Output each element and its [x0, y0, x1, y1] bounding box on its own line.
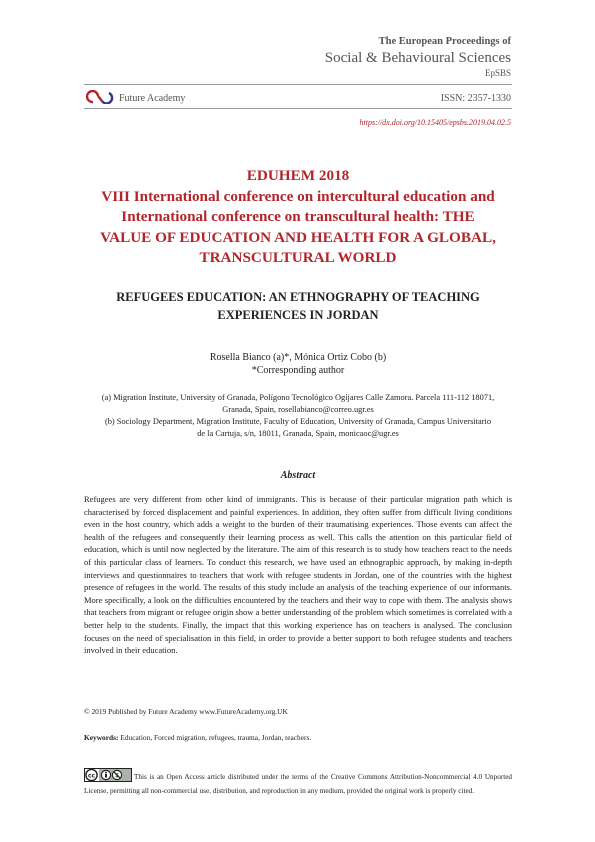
corresponding-author-note: *Corresponding author [251, 365, 345, 376]
license-notice [84, 768, 512, 796]
conference-line: VIII International conference on intercultural education and [101, 187, 495, 205]
affiliation-line: Granada, Spain, rosellabianco@correo.ugr.es [222, 405, 374, 414]
keywords-list: Education, Forced migration, refugees, trauma, Jordan, teachers. [120, 733, 312, 742]
header-rule-bottom [84, 108, 512, 109]
paper-title-line: REFUGEES EDUCATION: AN ETHNOGRAPHY OF TEACHING [116, 290, 480, 304]
authors-block [84, 351, 512, 377]
svg-text:$: $ [115, 773, 119, 780]
conference-line: VALUE OF EDUCATION AND HEALTH FOR A GLOBAL, [100, 228, 496, 246]
paper-title-line: EXPERIENCES IN JORDAN [217, 308, 379, 322]
keywords-label: Keywords: [84, 733, 119, 742]
author-list: Rosella Bianco (a)*, Mónica Ortiz Cobo (b) [209, 352, 387, 363]
abstract-heading: Abstract [280, 470, 316, 481]
future-academy-logo-icon [84, 90, 114, 107]
publisher-block [84, 90, 185, 107]
affiliations [84, 392, 512, 440]
header-rule-top [84, 84, 512, 85]
conference-line: International conference on transcultural health: THE [121, 208, 475, 225]
paper-title [84, 288, 512, 324]
journal-abbreviation: EpSBS [484, 68, 511, 78]
affiliation-line: (b) Sociology Department, Migration Institute, Faculty of Education, University of Granada, Campus Universitario [104, 417, 492, 426]
affiliation-line: de la Cartuja, s/n, 18011, Granada, Spain, monicaoc@ugr.es [197, 429, 399, 438]
conference-line: TRANSCULTURAL WORLD [199, 249, 397, 266]
conference-title [84, 166, 512, 269]
conference-line: EDUHEM 2018 [246, 167, 350, 184]
cc-by-nc-badge-icon [84, 768, 132, 786]
copyright-notice: © 2019 Published by Future Academy www.FutureAcademy.org.UK [84, 707, 288, 716]
doi-link[interactable]: https://dx.doi.org/10.15405/epsbs.2019.04.02.5 [359, 118, 511, 127]
abstract-text: Refugees are very different from other kind of immigrants. This is because of their particular migration path which is characterised by forced displacement and painful experiences. In addition, they often suffer from difficult living conditions even in the host country, which adds a weight to the burden of their traumatising experiences. Those events can affect the health of the refugees and consequently their learning process as well. This calls the attention on this particular field of education, which is until now neglected by the literature. The aim of this research is to study how teachers react to the needs of this particular class of learners. To conduct this research, we have used an ethnographic approach, by making in-depth interviews and questionnaires to teachers that work with refugee students in Jordan, one of the countries with the highest presence of refugees in the world. The results of this study include an analysis of the teaching experience of our informants. More specifically, a look on the difficulties encountered by the teachers and their way to cope with them. The analysis shows that teachers from migrant or refugee origin show a better understanding of the problem which sometimes is correlated with a better help to the students. Finally, the impact that this working experience has on teachers is analysed. The conclusion focuses on the need of specialisation in this field, in order to provide a better support to both refugee students and teachers involved in their education. [84, 494, 512, 656]
svg-text:cc: cc [87, 772, 96, 780]
keywords-line [84, 733, 311, 742]
issn: ISSN: 2357-1330 [440, 93, 511, 104]
license-text: This is an Open Access article distributed under the terms of the Creative Commons Attribution-Noncommercial 4.0 Unported License, permitting all non-commercial use, distribution, and reproduction in any medium, provided the original work is properly cited. [84, 773, 512, 795]
affiliation-line: (a) Migration Institute, University of Granada, Polígono Tecnológico Ogíjares Calle Zamora. Parcela 111-112 18071, [101, 393, 495, 402]
publisher-name: Future Academy [119, 93, 186, 104]
journal-title: Social & Behavioural Sciences [324, 50, 511, 66]
journal-series-label: The European Proceedings of [378, 36, 511, 47]
